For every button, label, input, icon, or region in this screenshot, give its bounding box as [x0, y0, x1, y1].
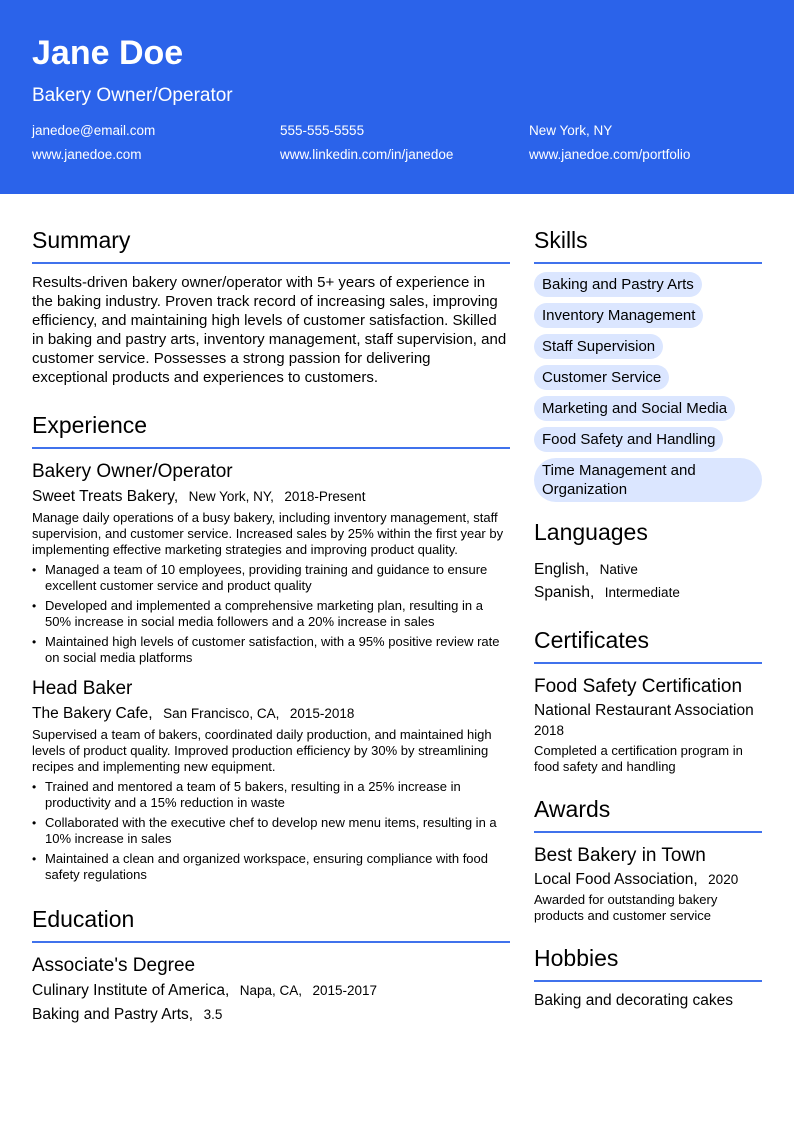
education-heading: Education: [32, 906, 135, 932]
job-entry: [32, 678, 510, 883]
section-divider: [32, 447, 510, 449]
language-item: [534, 561, 762, 579]
resume-body: [0, 194, 794, 1025]
award-year: 2020: [708, 872, 739, 887]
skill-chip: Inventory Management: [534, 303, 703, 328]
language-name: English,: [534, 561, 590, 578]
job-company: The Bakery Cafe,: [32, 705, 153, 722]
award-meta: [534, 871, 762, 889]
job-dates: 2015-2018: [289, 706, 355, 721]
hobbies-heading: Hobbies: [534, 945, 619, 971]
language-name: Spanish,: [534, 584, 595, 601]
section-divider: [32, 941, 510, 943]
job-description: Manage daily operations of a busy bakery, including inventory management, staff supervision, and customer service. Increased sales by 25% within the first year by implementing effective marketing strategies and improving product quality.: [32, 510, 504, 557]
certificates-heading: Certificates: [534, 627, 650, 653]
field-of-study: Baking and Pastry Arts,: [32, 1006, 194, 1023]
skills-heading: Skills: [534, 227, 588, 253]
awards-heading: Awards: [534, 796, 611, 822]
skill-chip: Customer Service: [534, 365, 669, 390]
certificate-org: National Restaurant Association: [534, 702, 754, 719]
job-meta: [32, 487, 510, 507]
job-location: New York, NY,: [188, 489, 274, 504]
right-column: [534, 194, 762, 1025]
certificate-description: Completed a certification program in food safety and handling: [534, 743, 743, 774]
job-bullets: [32, 562, 510, 666]
job-bullet: • Collaborated with the executive chef to develop new menu items, resulting in a 10% increase in sales: [32, 815, 510, 847]
job-entry: [32, 461, 510, 666]
summary-text: Results-driven bakery owner/operator with 5+ years of experience in the baking industry. Proven track record of increasing sales, improving efficiency, and maintaining high levels of customer satisfaction. Skilled in baking and pastry arts, inventory management, staff supervision, and customer service. Possesses a strong passion for delivering exceptional products and experiences to customers.: [32, 274, 507, 386]
job-dates: 2018-Present: [284, 489, 366, 504]
school-location: Napa, CA,: [239, 983, 303, 998]
contact-website[interactable]: www.janedoe.com: [32, 147, 142, 162]
contact-linkedin[interactable]: www.linkedin.com/in/janedoe: [280, 147, 454, 162]
award-title: Best Bakery in Town: [534, 845, 706, 866]
contact-portfolio[interactable]: www.janedoe.com/portfolio: [529, 147, 691, 162]
education-entry: [32, 955, 510, 1025]
summary-heading: Summary: [32, 227, 131, 253]
certificate-title: Food Safety Certification: [534, 676, 743, 697]
language-level: Intermediate: [604, 585, 680, 600]
job-bullet: • Trained and mentored a team of 5 bakers, resulting in a 25% increase in productivity and a 15% reduction in waste: [32, 779, 510, 811]
skill-chip: Time Management and Organization: [534, 458, 762, 502]
job-description: Supervised a team of bakers, coordinated daily production, and maintained high levels of product quality. Improved production efficiency by 30% by streamlining recipes and implementing new equipment.: [32, 727, 492, 774]
skill-chip: Baking and Pastry Arts: [534, 272, 702, 297]
certificate-entry: [534, 676, 762, 775]
education-dates: 2015-2017: [312, 983, 378, 998]
job-title: Head Baker: [32, 678, 133, 699]
contact-phone[interactable]: 555-555-5555: [280, 123, 365, 138]
experience-heading: Experience: [32, 412, 148, 438]
job-bullets: [32, 779, 510, 883]
skill-chip: Staff Supervision: [534, 334, 663, 359]
education-meta: [32, 981, 510, 1001]
award-entry: [534, 845, 762, 924]
job-bullet: • Developed and implemented a comprehensive marketing plan, resulting in a 50% increase in social media followers and a 20% increase in sales: [32, 598, 510, 630]
education-field-row: [32, 1005, 510, 1025]
hobby-text: Baking and decorating cakes: [534, 992, 734, 1009]
skill-chip: Food Safety and Handling: [534, 427, 723, 452]
section-divider: [534, 831, 762, 833]
language-level: Native: [599, 562, 638, 577]
candidate-name: Jane Doe: [32, 34, 184, 72]
job-bullet: • Maintained high levels of customer satisfaction, with a 95% positive review rate on social media platforms: [32, 634, 510, 666]
job-location: San Francisco, CA,: [163, 706, 280, 721]
job-bullet: • Managed a team of 10 employees, providing training and guidance to ensure excellent customer service and product quality: [32, 562, 510, 594]
contact-email[interactable]: janedoe@email.com: [32, 123, 156, 138]
school-name: Culinary Institute of America,: [32, 982, 230, 999]
skill-chip: Marketing and Social Media: [534, 396, 735, 421]
language-item: [534, 584, 762, 602]
contact-location: New York, NY: [529, 123, 613, 138]
award-org: Local Food Association,: [534, 871, 698, 888]
section-divider: [32, 262, 510, 264]
contact-info: [32, 123, 762, 163]
award-description: Awarded for outstanding bakery products and customer service: [534, 892, 718, 923]
degree-title: Associate's Degree: [32, 955, 196, 976]
left-column: [32, 194, 510, 1025]
candidate-title: Bakery Owner/Operator: [32, 85, 233, 106]
resume-header: [0, 0, 794, 194]
job-company: Sweet Treats Bakery,: [32, 488, 179, 505]
languages-heading: Languages: [534, 519, 648, 545]
job-meta: [32, 704, 510, 724]
job-bullet: • Maintained a clean and organized workspace, ensuring compliance with food safety regulations: [32, 851, 510, 883]
gpa: 3.5: [203, 1007, 223, 1022]
section-divider: [534, 980, 762, 982]
section-divider: [534, 262, 762, 264]
skills-list: [534, 272, 762, 502]
section-divider: [534, 662, 762, 664]
job-title: Bakery Owner/Operator: [32, 461, 233, 482]
certificate-year: 2018: [534, 723, 565, 738]
